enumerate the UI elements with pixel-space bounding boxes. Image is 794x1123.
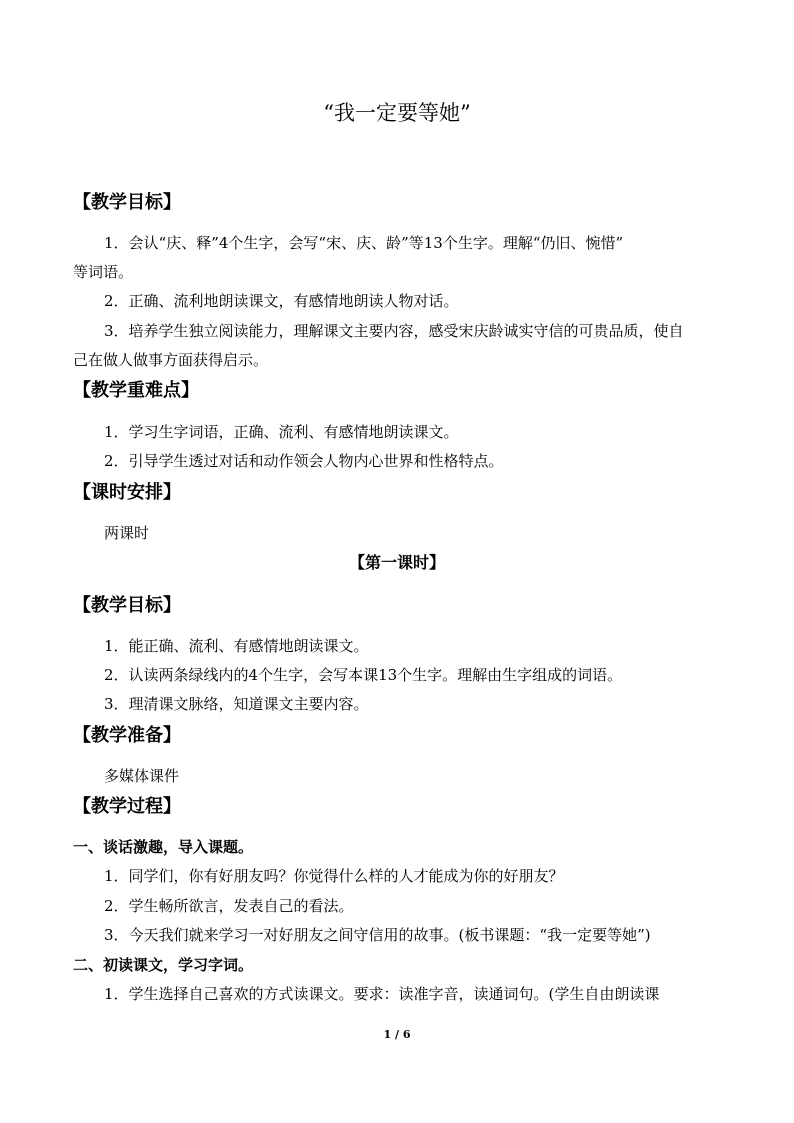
lesson1-goal-3: 3．理清课文脉络，知道课文主要内容。 [104, 695, 369, 713]
lesson1-goal-1: 1．能正确、流利、有感情地朗读课文。 [104, 637, 369, 655]
goals-heading: 【教学目标】 [73, 192, 181, 213]
page-indicator: 1 / 6 [383, 1028, 411, 1041]
document-title: “我一定要等她” [323, 101, 471, 125]
key-point-2: 2．引导学生透过对话和动作领会人物内心世界和性格特点。 [104, 452, 504, 470]
schedule-heading: 【课时安排】 [73, 482, 181, 503]
key-point-1: 1．学习生字词语，正确、流利、有感情地朗读课文。 [104, 423, 459, 441]
part2-heading: 二、初读课文，学习字词。 [73, 956, 254, 974]
part1-line-3: 3．今天我们就来学习一对好朋友之间守信用的故事。(板书课题：“我一定要等她”) [104, 926, 651, 944]
lesson1-goals-heading: 【教学目标】 [73, 595, 181, 616]
lesson1-goal-2: 2．认读两条绿线内的4个生字，会写本课13个生字。理解由生字组成的词语。 [104, 666, 623, 684]
part1-heading: 一、谈话激趣，导入课题。 [73, 838, 254, 856]
process-heading: 【教学过程】 [73, 796, 181, 817]
part2-line-1: 1．学生选择自己喜欢的方式读课文。要求：读准字音，读通词句。(学生自由朗读课 [104, 985, 660, 1003]
part1-line-2: 2．学生畅所欲言，发表自己的看法。 [104, 897, 354, 915]
lesson1-heading: 【第一课时】 [348, 553, 445, 572]
goal-line-3: 3．培养学生独立阅读能力，理解课文主要内容，感受宋庆龄诚实守信的可贵品质，使自 [104, 322, 684, 340]
goal-line-3-cont: 己在做人做事方面获得启示。 [73, 351, 269, 369]
key-points-heading: 【教学重难点】 [73, 380, 199, 401]
prep-text: 多媒体课件 [104, 767, 180, 785]
part1-line-1: 1．同学们，你有好朋友吗？你觉得什么样的人才能成为你的好朋友？ [104, 867, 564, 885]
goal-line-2: 2．正确、流利地朗读课文，有感情地朗读人物对话。 [104, 292, 459, 310]
schedule-text: 两课时 [104, 524, 150, 542]
goal-line-1: 1．会认“庆、释”4个生字，会写“宋、庆、龄”等13个生字。理解“仍旧、惋惜” [104, 234, 624, 252]
goal-line-1-cont: 等词语。 [73, 263, 134, 281]
prep-heading: 【教学准备】 [73, 725, 181, 746]
